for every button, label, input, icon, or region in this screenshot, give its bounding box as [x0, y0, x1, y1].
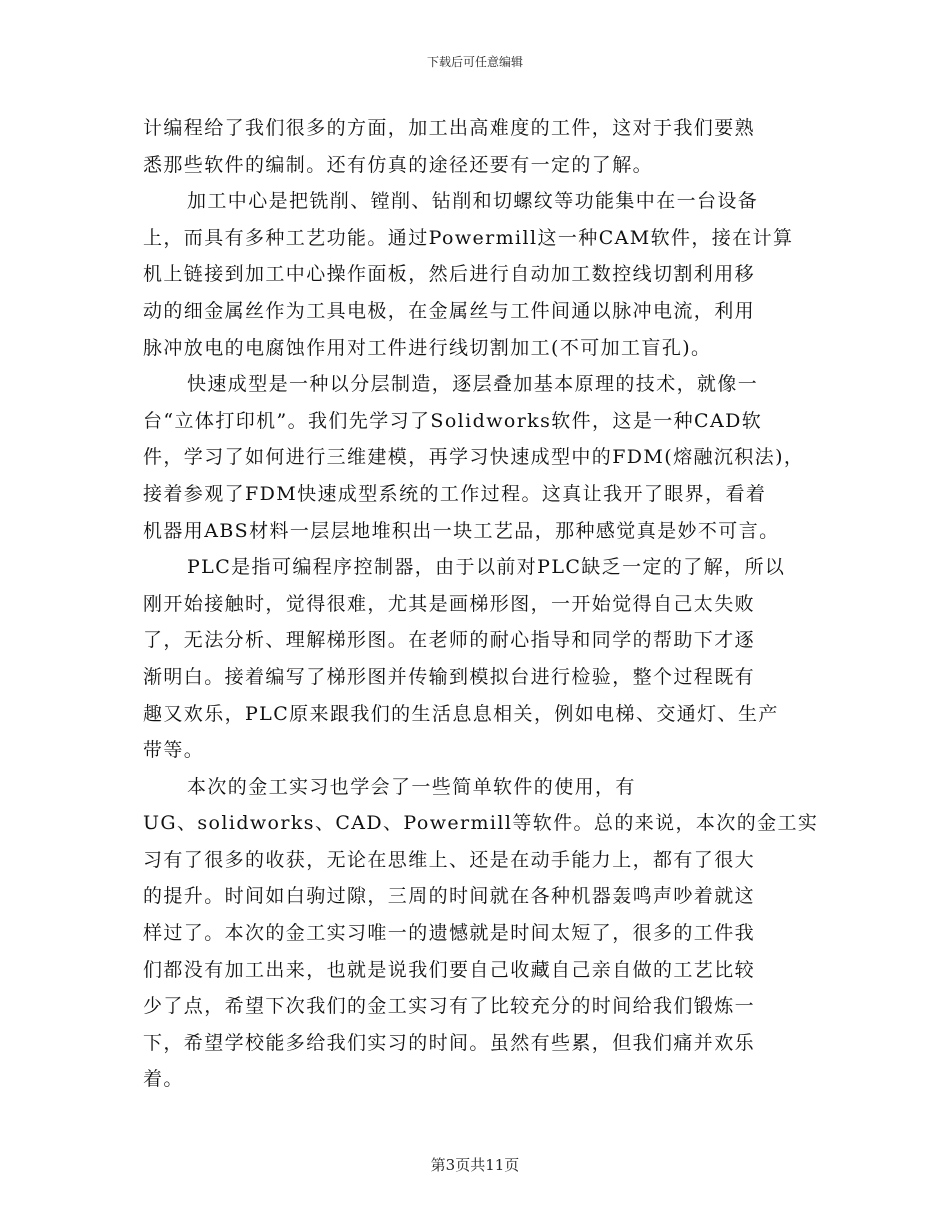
text-line: 快速成型是一种以分层制造，逐层叠加基本原理的技术，就像一	[187, 373, 759, 396]
page-number: 第3页共11页	[430, 1156, 520, 1174]
text-line: 趣又欢乐，PLC原来跟我们的生活息息相关，例如电梯、交通灯、生产	[143, 702, 779, 725]
paragraph-4	[143, 549, 823, 769]
text-line: 动的细金属丝作为工具电极，在金属丝与工件间通以脉冲电流，利用	[143, 299, 756, 322]
paragraph-1	[143, 110, 823, 183]
text-line: 悉那些软件的编制。还有仿真的途径还要有一定的了解。	[143, 153, 654, 176]
text-line: 们都没有加工出来，也就是说我们要自己收藏自己亲自做的工艺比较	[143, 958, 756, 981]
text-line: 着。	[143, 1068, 184, 1091]
text-line: UG、solidworks、CAD、Powermill等软件。总的来说，本次的金工实	[143, 812, 819, 835]
text-line: 渐明白。接着编写了梯形图并传输到模拟台进行检验，整个过程既有	[143, 665, 756, 688]
text-line: 少了点，希望下次我们的金工实习有了比较充分的时间给我们锻炼一	[143, 995, 756, 1018]
text-line: 刚开始接触时，觉得很难，尤其是画梯形图，一开始觉得自己太失败	[143, 592, 756, 615]
text-line: 上，而具有多种工艺功能。通过Powermill这一种CAM软件，接在计算	[143, 226, 794, 249]
text-line: 的提升。时间如白驹过隙，三周的时间就在各种机器轰鸣声吵着就这	[143, 885, 756, 908]
page-header: 下载后可任意编辑	[426, 55, 523, 69]
text-line: 加工中心是把铣削、镗削、钻削和切螺纹等功能集中在一台设备	[187, 190, 759, 213]
text-line: 本次的金工实习也学会了一些简单软件的使用，有	[187, 775, 636, 798]
paragraph-3	[143, 366, 823, 549]
document-body	[143, 110, 823, 1098]
text-line: 计编程给了我们很多的方面，加工出高难度的工件，这对于我们要熟	[143, 117, 756, 139]
text-line: 脉冲放电的电腐蚀作用对工件进行线切割加工(不可加工盲孔)。	[143, 336, 712, 359]
text-line: 台“立体打印机”。我们先学习了Solidworks软件，这是一种CAD软	[143, 409, 763, 432]
text-line: 带等。	[143, 739, 205, 762]
text-line: PLC是指可编程序控制器，由于以前对PLC缺乏一定的了解，所以	[187, 556, 786, 579]
text-line: 习有了很多的收获，无论在思维上、还是在动手能力上，都有了很大	[143, 848, 756, 871]
text-line: 机器用ABS材料一层层地堆积出一块工艺品，那种感觉真是妙不可言。	[143, 519, 780, 542]
text-line: 件，学习了如何进行三维建模，再学习快速成型中的FDM(熔融沉积法)，	[143, 446, 805, 469]
text-line: 接着参观了FDM快速成型系统的工作过程。这真让我开了眼界，看着	[143, 482, 767, 505]
text-line: 样过了。本次的金工实习唯一的遗憾就是时间太短了，很多的工件我	[143, 922, 756, 945]
paragraph-5	[143, 769, 823, 1098]
text-line: 下，希望学校能多给我们实习的时间。虽然有些累，但我们痛并欢乐	[143, 1031, 756, 1054]
text-line: 机上链接到加工中心操作面板，然后进行自动加工数控线切割利用移	[143, 263, 756, 286]
paragraph-2	[143, 183, 823, 366]
text-line: 了，无法分析、理解梯形图。在老师的耐心指导和同学的帮助下才逐	[143, 629, 756, 652]
